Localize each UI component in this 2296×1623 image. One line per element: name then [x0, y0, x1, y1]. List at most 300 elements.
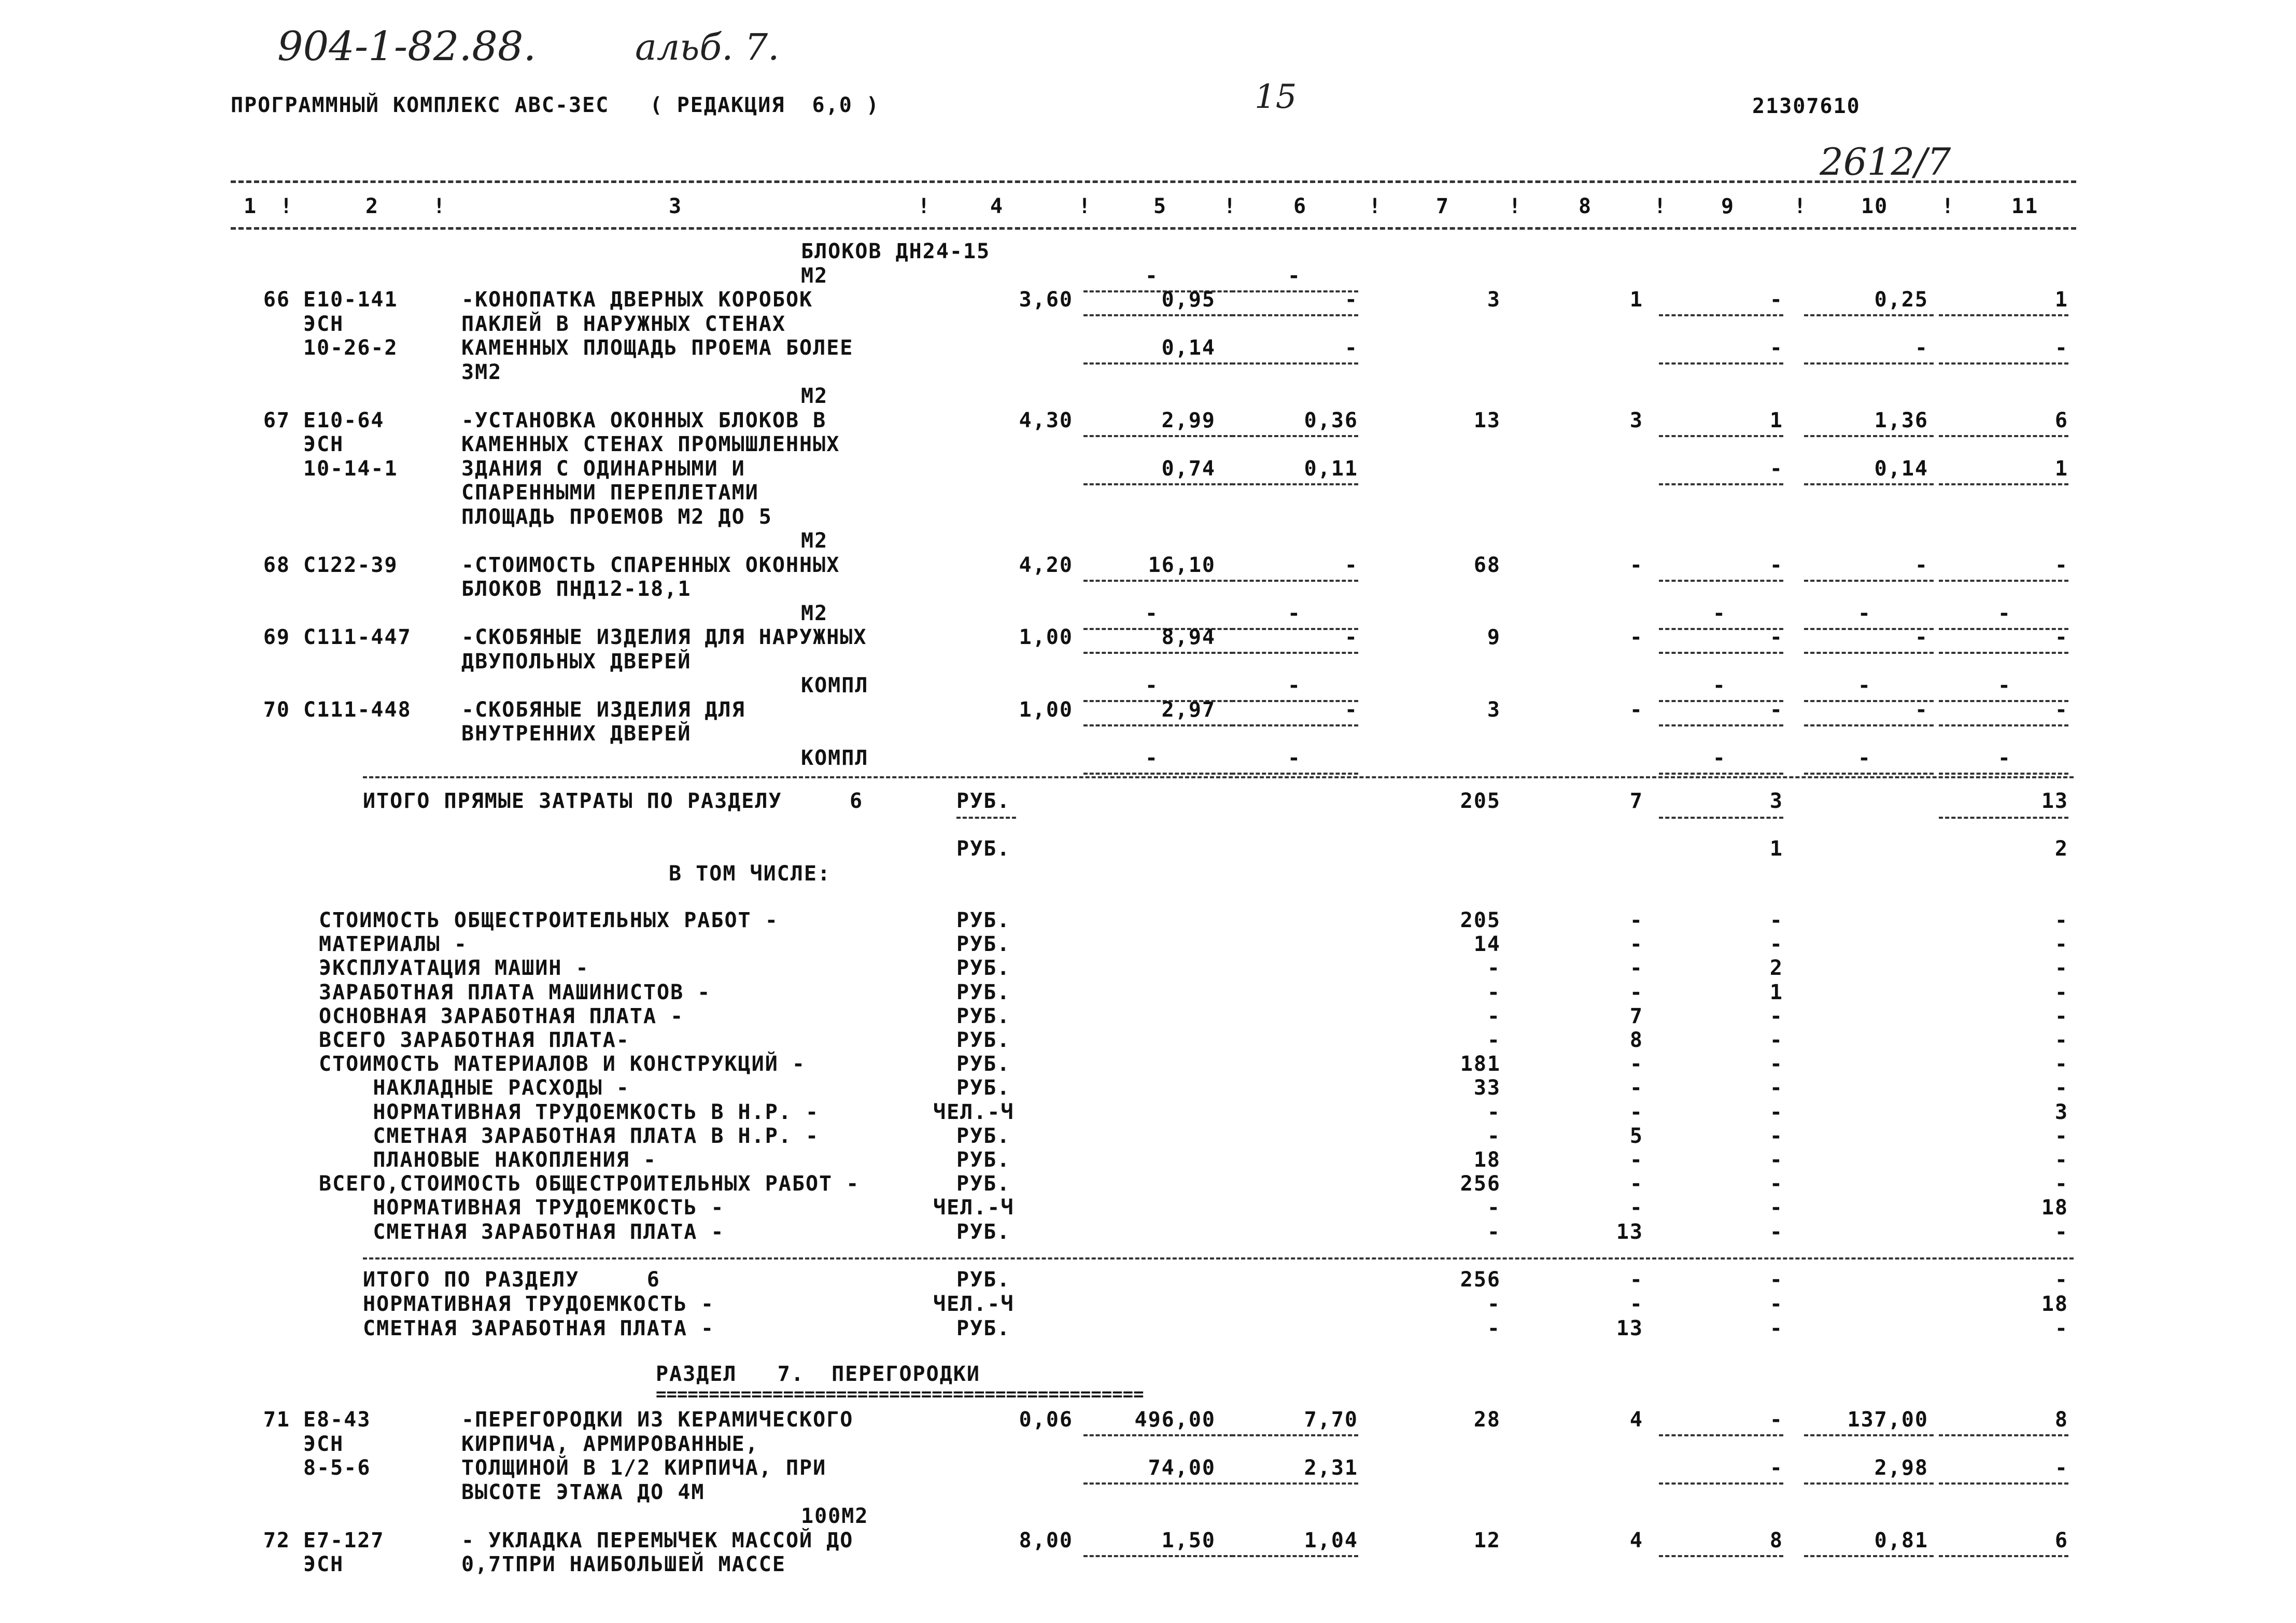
- cell-c9: -: [1769, 1004, 1783, 1028]
- cell-c9: -: [1769, 1220, 1783, 1244]
- item-description: БЛОКОВ ПНД12-18,1: [461, 577, 692, 601]
- cell-c9: -: [1769, 1292, 1783, 1316]
- value-rule: [1659, 362, 1783, 365]
- value-rule: [1231, 290, 1358, 292]
- value-rule: [1804, 724, 1934, 726]
- value-rule: [1804, 700, 1934, 702]
- value-rule: [1804, 1482, 1934, 1485]
- cell-c10: 2,98: [1874, 1456, 1928, 1480]
- column-header-1: 1: [244, 194, 258, 218]
- value-rule: [1804, 483, 1934, 485]
- item-description: ТОЛЩИНОЙ В 1/2 КИРПИЧА, ПРИ: [461, 1456, 827, 1480]
- cell-c10: 1,36: [1874, 408, 1928, 432]
- handwritten-doc-code: 904-1-82.88.: [277, 23, 537, 70]
- cell-c8: -: [1629, 1172, 1643, 1196]
- value-rule: [1083, 483, 1234, 485]
- item-description: ЗДАНИЯ С ОДИНАРНЫМИ И: [461, 456, 745, 481]
- cell-c8: -: [1629, 1076, 1643, 1100]
- column-header-11: 11: [2011, 194, 2039, 218]
- cell-c11: -: [2054, 956, 2068, 981]
- breakdown-label: ВСЕГО ЗАРАБОТНАЯ ПЛАТА-: [319, 1028, 630, 1052]
- cell-c8: -: [1629, 1100, 1643, 1124]
- handwritten-album: альб. 7.: [635, 26, 780, 68]
- unit-label: КОМПЛ: [801, 746, 869, 770]
- cell-c8: -: [1629, 1196, 1643, 1220]
- table-header-rule: [231, 227, 2076, 230]
- cell-c8: -: [1629, 1148, 1643, 1172]
- breakdown-label: СТОИМОСТЬ ОБЩЕСТРОИТЕЛЬНЫХ РАБОТ -: [319, 908, 779, 932]
- unit-label: М2: [801, 263, 828, 288]
- unit-label: РУБ.: [956, 1268, 1011, 1292]
- cell-c5: 0,14: [1161, 336, 1216, 360]
- value-rule: [1659, 435, 1783, 437]
- value-rule: [1804, 435, 1934, 437]
- cell-c8: 5: [1629, 1124, 1643, 1148]
- item-code: 10-14-1: [303, 456, 398, 481]
- cell-c7: 3: [1487, 288, 1501, 312]
- value-rule: [1659, 652, 1783, 654]
- section-title-rule: ==============================================: [656, 1384, 1144, 1405]
- cell-c5: 16,10: [1148, 553, 1216, 577]
- item-description: КАМЕННЫХ СТЕНАХ ПРОМЫШЛЕННЫХ: [461, 432, 840, 456]
- breakdown-label: НАКЛАДНЫЕ РАСХОДЫ -: [319, 1076, 630, 1100]
- cell-c8: -: [1629, 1052, 1643, 1076]
- breakdown-label: МАТЕРИАЛЫ -: [319, 932, 468, 957]
- cell-c9: -: [1769, 1124, 1783, 1148]
- column-header-5: 5: [1153, 194, 1167, 218]
- value-rule: [1804, 314, 1934, 316]
- breakdown-label: ПЛАНОВЫЕ НАКОПЛЕНИЯ -: [319, 1148, 657, 1172]
- item-description: КАМЕННЫХ ПЛОЩАДЬ ПРОЕМА БОЛЕЕ: [461, 336, 854, 360]
- value-rule: [1083, 652, 1234, 654]
- cell-c6: -: [1287, 674, 1301, 697]
- cell-c9: 1: [1769, 408, 1783, 432]
- item-description: -СТОИМОСТЬ СПАРЕННЫХ ОКОННЫХ: [461, 553, 840, 577]
- unit-label: РУБ.: [956, 1220, 1011, 1244]
- cell-c11: 8: [2054, 1408, 2068, 1432]
- cell-c8: 13: [1616, 1220, 1643, 1244]
- item-code: ЭСН: [303, 432, 344, 456]
- cell-c10: 0,25: [1874, 288, 1928, 312]
- cell-c11: -: [2054, 1317, 2068, 1340]
- cell-c5: 0,74: [1161, 456, 1216, 481]
- item-description: СПАРЕННЫМИ ПЕРЕПЛЕТАМИ: [461, 481, 759, 505]
- item-code: С111-447: [303, 625, 412, 649]
- cell-c11: -: [2054, 336, 2068, 360]
- cell-c7: -: [1487, 1196, 1501, 1220]
- value-rule: [1231, 724, 1358, 726]
- unit-label: М2: [801, 601, 828, 625]
- cell-c9: -: [1769, 288, 1783, 312]
- cell-c6: -: [1344, 288, 1358, 312]
- value-rule: [1659, 1434, 1783, 1436]
- cell-c8: -: [1629, 1292, 1643, 1316]
- cell-c8: 7: [1629, 789, 1643, 813]
- cell-c11: 18: [2041, 1196, 2068, 1220]
- breakdown-label: ОСНОВНАЯ ЗАРАБОТНАЯ ПЛАТА -: [319, 1004, 684, 1028]
- cell-c11: -: [2054, 1028, 2068, 1052]
- cell-c7: 14: [1473, 932, 1501, 957]
- item-code: Е8-43: [303, 1408, 371, 1432]
- cell-c7: 28: [1473, 1408, 1501, 1432]
- cell-c8: -: [1629, 553, 1643, 577]
- cell-c9: -: [1769, 1172, 1783, 1196]
- value-rule: [1659, 483, 1783, 485]
- section-total-label: НОРМАТИВНАЯ ТРУДОЕМКОСТЬ -: [363, 1292, 715, 1316]
- column-separator: !: [1654, 194, 1668, 218]
- cell-c9: -: [1769, 336, 1783, 360]
- breakdown-label: СТОИМОСТЬ МАТЕРИАЛОВ И КОНСТРУКЦИЙ -: [319, 1052, 806, 1076]
- cell-c9: -: [1712, 601, 1726, 625]
- value-rule: [1804, 652, 1934, 654]
- cell-c5: 8,94: [1161, 625, 1216, 649]
- cell-c11: -: [2054, 1268, 2068, 1292]
- handwritten-page-number: 15: [1255, 78, 1297, 116]
- section-total-label: ИТОГО ПО РАЗДЕЛУ 6: [363, 1268, 660, 1292]
- cell-c9: -: [1769, 1456, 1783, 1480]
- cell-c9: -: [1769, 1148, 1783, 1172]
- cell-c11: -: [1997, 746, 2011, 770]
- column-header-10: 10: [1861, 194, 1889, 218]
- cell-c4: 8,00: [1019, 1528, 1073, 1552]
- cell-c8: 1: [1629, 288, 1643, 312]
- item-code: Е7-127: [303, 1528, 385, 1552]
- value-rule: [1804, 1434, 1934, 1436]
- value-rule: [1804, 362, 1934, 365]
- cell-c11: -: [1997, 601, 2011, 625]
- cell-c11: -: [2054, 932, 2068, 957]
- cell-c6: 1,04: [1304, 1528, 1358, 1552]
- unit-label: РУБ.: [956, 932, 1011, 957]
- cell-c7: -: [1487, 1100, 1501, 1124]
- section-title: РАЗДЕЛ 7. ПЕРЕГОРОДКИ: [656, 1362, 980, 1386]
- item-description: ПЛОЩАДЬ ПРОЕМОВ М2 ДО 5: [461, 505, 772, 529]
- column-separator: !: [280, 194, 294, 218]
- unit-label: РУБ.: [956, 1124, 1011, 1148]
- column-header-9: 9: [1721, 194, 1735, 218]
- column-header-6: 6: [1293, 194, 1307, 218]
- row-number: 69: [263, 625, 290, 649]
- cell-c9: -: [1769, 625, 1783, 649]
- unit-label: БЛОКОВ ДН24-15: [801, 240, 991, 263]
- cell-c6: -: [1344, 625, 1358, 649]
- breakdown-label: ЗАРАБОТНАЯ ПЛАТА МАШИНИСТОВ -: [319, 980, 711, 1004]
- value-rule: [1231, 362, 1358, 365]
- cell-c9: -: [1769, 932, 1783, 957]
- row-number: 68: [263, 553, 290, 577]
- cell-c10: -: [1914, 697, 1928, 722]
- cell-c7: 13: [1473, 408, 1501, 432]
- value-rule: [1939, 700, 2068, 702]
- column-separator: !: [918, 194, 932, 218]
- column-separator: !: [1078, 194, 1092, 218]
- cell-c7: -: [1487, 1292, 1501, 1316]
- cell-c10: -: [1914, 625, 1928, 649]
- value-rule: [1231, 1434, 1358, 1436]
- cell-c10: -: [1857, 601, 1871, 625]
- value-rule: [956, 817, 1016, 819]
- cell-c4: 1,00: [1019, 625, 1073, 649]
- breakdown-label: НОРМАТИВНАЯ ТРУДОЕМКОСТЬ В Н.Р. -: [319, 1100, 820, 1124]
- cell-c6: 7,70: [1304, 1408, 1358, 1432]
- cell-c9: 1: [1769, 837, 1783, 861]
- breakdown-label: ЭКСПЛУАТАЦИЯ МАШИН -: [319, 956, 589, 981]
- cell-c11: -: [2054, 697, 2068, 722]
- item-code: С111-448: [303, 697, 412, 722]
- cell-c9: 1: [1769, 980, 1783, 1004]
- item-description: ДВУПОЛЬНЫХ ДВЕРЕЙ: [461, 649, 692, 674]
- cell-c9: -: [1769, 908, 1783, 932]
- cell-c7: -: [1487, 1004, 1501, 1028]
- value-rule: [1659, 724, 1783, 726]
- value-rule: [1939, 773, 2068, 775]
- cell-c8: -: [1629, 956, 1643, 981]
- cell-c11: 6: [2054, 1528, 2068, 1552]
- cell-c7: -: [1487, 980, 1501, 1004]
- item-description: -СКОБЯНЫЕ ИЗДЕЛИЯ ДЛЯ НАРУЖНЫХ: [461, 625, 867, 649]
- cell-c10: 137,00: [1847, 1408, 1928, 1432]
- row-number: 67: [263, 408, 290, 432]
- value-rule: [1939, 1482, 2068, 1485]
- breakdown-label: СМЕТНАЯ ЗАРАБОТНАЯ ПЛАТА -: [319, 1220, 725, 1244]
- row-number: 72: [263, 1528, 290, 1552]
- program-header: ПРОГРАММНЫЙ КОМПЛЕКС АВС-ЗЕС ( РЕДАКЦИЯ 6,0 ): [231, 93, 880, 117]
- handwritten-sheet-number: 2612/7: [1820, 140, 1951, 184]
- cell-c7: -: [1487, 1220, 1501, 1244]
- cell-c8: -: [1629, 1268, 1643, 1292]
- row-number: 66: [263, 288, 290, 312]
- value-rule: [1231, 652, 1358, 654]
- item-description: -ПЕРЕГОРОДКИ ИЗ КЕРАМИЧЕСКОГО: [461, 1408, 854, 1432]
- column-header-4: 4: [990, 194, 1004, 218]
- cell-c10: -: [1857, 674, 1871, 697]
- value-rule: [1231, 483, 1358, 485]
- cell-c7: -: [1487, 1124, 1501, 1148]
- item-code: Е10-64: [303, 408, 385, 432]
- item-code: ЭСН: [303, 312, 344, 336]
- document-code: 21307610: [1752, 94, 1861, 118]
- breakdown-label: СМЕТНАЯ ЗАРАБОТНАЯ ПЛАТА В Н.Р. -: [319, 1124, 820, 1148]
- unit-label: ЧЕЛ.-Ч: [933, 1292, 1015, 1316]
- cell-c10: 0,14: [1874, 456, 1928, 481]
- value-rule: [1939, 1434, 2068, 1436]
- item-description: КИРПИЧА, АРМИРОВАННЫЕ,: [461, 1432, 759, 1456]
- cell-c4: 3,60: [1019, 288, 1073, 312]
- unit-label: РУБ.: [956, 1148, 1011, 1172]
- value-rule: [1231, 580, 1358, 582]
- value-rule: [1939, 628, 2068, 630]
- item-code: С122-39: [303, 553, 398, 577]
- unit-label: РУБ.: [956, 908, 1011, 932]
- value-rule: [1083, 435, 1234, 437]
- value-rule: [1083, 724, 1234, 726]
- item-code: Е10-141: [303, 288, 398, 312]
- unit-label: РУБ.: [956, 980, 1011, 1004]
- cell-c8: 13: [1616, 1317, 1643, 1340]
- cell-c5: 0,95: [1161, 288, 1216, 312]
- unit-label: РУБ.: [956, 1052, 1011, 1076]
- cell-c6: -: [1344, 336, 1358, 360]
- cell-c10: -: [1857, 746, 1871, 770]
- value-rule: [1804, 773, 1934, 775]
- cell-c6: 0,11: [1304, 456, 1358, 481]
- table-top-rule: [231, 180, 2076, 183]
- cell-c11: -: [2054, 1148, 2068, 1172]
- value-rule: [1659, 1482, 1783, 1485]
- cell-c11: -: [1997, 674, 2011, 697]
- cell-c6: 2,31: [1304, 1456, 1358, 1480]
- cell-c7: 68: [1473, 553, 1501, 577]
- value-rule: [1939, 817, 2068, 819]
- cell-c4: 4,30: [1019, 408, 1073, 432]
- value-rule: [1659, 817, 1783, 819]
- item-description: ВНУТРЕННИХ ДВЕРЕЙ: [461, 722, 692, 746]
- value-rule: [1231, 700, 1358, 702]
- cell-c11: -: [2054, 1004, 2068, 1028]
- unit-label: ЧЕЛ.-Ч: [933, 1100, 1015, 1124]
- cell-c5: -: [1145, 263, 1159, 288]
- unit-label: РУБ.: [956, 956, 1011, 981]
- column-header-3: 3: [669, 194, 683, 218]
- cell-c6: 0,36: [1304, 408, 1358, 432]
- value-rule: [1659, 700, 1783, 702]
- item-description: - УКЛАДКА ПЕРЕМЫЧЕК МАССОЙ ДО: [461, 1528, 854, 1552]
- cell-c11: 1: [2054, 288, 2068, 312]
- cell-c11: -: [2054, 1076, 2068, 1100]
- cell-c8: 8: [1629, 1028, 1643, 1052]
- cell-c11: -: [2054, 980, 2068, 1004]
- value-rule: [1231, 628, 1358, 630]
- column-separator: !: [1509, 194, 1523, 218]
- cell-c5: -: [1145, 674, 1159, 697]
- cell-c9: -: [1712, 674, 1726, 697]
- cell-c9: -: [1769, 1268, 1783, 1292]
- section-rule: [363, 1257, 2074, 1260]
- value-rule: [1659, 773, 1783, 775]
- cell-c11: -: [2054, 1172, 2068, 1196]
- cell-c6: -: [1287, 746, 1301, 770]
- unit-label: РУБ.: [956, 837, 1011, 861]
- cell-c6: -: [1344, 697, 1358, 722]
- value-rule: [1939, 724, 2068, 726]
- cell-c7: 181: [1460, 1052, 1501, 1076]
- cell-c7: -: [1487, 1028, 1501, 1052]
- unit-label: КОМПЛ: [801, 674, 869, 697]
- value-rule: [1939, 314, 2068, 316]
- item-code: 8-5-6: [303, 1456, 371, 1480]
- cell-c6: -: [1287, 263, 1301, 288]
- cell-c5: 496,00: [1134, 1408, 1216, 1432]
- cell-c4: 1,00: [1019, 697, 1073, 722]
- cell-c5: 2,99: [1161, 408, 1216, 432]
- value-rule: [1804, 580, 1934, 582]
- value-rule: [1939, 362, 2068, 365]
- cell-c4: 0,06: [1019, 1408, 1073, 1432]
- unit-label: М2: [801, 384, 828, 408]
- cell-c5: -: [1145, 601, 1159, 625]
- value-rule: [1659, 1555, 1783, 1557]
- cell-c11: -: [2054, 1052, 2068, 1076]
- unit-label: РУБ.: [956, 789, 1011, 813]
- value-rule: [1659, 628, 1783, 630]
- value-rule: [1231, 1482, 1358, 1485]
- cell-c7: 256: [1460, 1172, 1501, 1196]
- cell-c9: -: [1769, 1100, 1783, 1124]
- cell-c9: -: [1769, 1408, 1783, 1432]
- value-rule: [1083, 580, 1234, 582]
- total-direct-label: ИТОГО ПРЯМЫЕ ЗАТРАТЫ ПО РАЗДЕЛУ 6: [363, 789, 864, 813]
- cell-c9: -: [1769, 1317, 1783, 1340]
- cell-c9: 2: [1769, 956, 1783, 981]
- column-header-2: 2: [365, 194, 379, 218]
- cell-c11: 18: [2041, 1292, 2068, 1316]
- value-rule: [1083, 1555, 1234, 1557]
- unit-label: РУБ.: [956, 1028, 1011, 1052]
- column-separator: !: [1223, 194, 1237, 218]
- value-rule: [1939, 1555, 2068, 1557]
- value-rule: [1939, 580, 2068, 582]
- value-rule: [1083, 1434, 1234, 1436]
- value-rule: [1231, 435, 1358, 437]
- cell-c10: -: [1914, 336, 1928, 360]
- cell-c7: 205: [1460, 908, 1501, 932]
- column-separator: !: [433, 194, 447, 218]
- cell-c7: -: [1487, 956, 1501, 981]
- item-code: ЭСН: [303, 1432, 344, 1456]
- cell-c11: 1: [2054, 456, 2068, 481]
- cell-c11: -: [2054, 625, 2068, 649]
- cell-c4: 4,20: [1019, 553, 1073, 577]
- breakdown-label: НОРМАТИВНАЯ ТРУДОЕМКОСТЬ -: [319, 1196, 725, 1220]
- value-rule: [1231, 1555, 1358, 1557]
- value-rule: [1659, 314, 1783, 316]
- cell-c5: 74,00: [1148, 1456, 1216, 1480]
- cell-c7: 12: [1473, 1528, 1501, 1552]
- value-rule: [1939, 652, 2068, 654]
- item-description: -УСТАНОВКА ОКОННЫХ БЛОКОВ В: [461, 408, 827, 432]
- cell-c11: 6: [2054, 408, 2068, 432]
- unit-label: РУБ.: [956, 1317, 1011, 1340]
- cell-c11: -: [2054, 1456, 2068, 1480]
- cell-c7: 9: [1487, 625, 1501, 649]
- value-rule: [1231, 773, 1358, 775]
- cell-c11: 13: [2041, 789, 2068, 813]
- cell-c8: -: [1629, 908, 1643, 932]
- unit-label: РУБ.: [956, 1076, 1011, 1100]
- column-header-7: 7: [1436, 194, 1450, 218]
- cell-c11: -: [2054, 553, 2068, 577]
- item-description: 3М2: [461, 360, 502, 384]
- cell-c5: 1,50: [1161, 1528, 1216, 1552]
- item-description: 0,7ТПРИ НАИБОЛЬШЕЙ МАССЕ: [461, 1552, 786, 1576]
- unit-label: М2: [801, 529, 828, 553]
- cell-c7: 3: [1487, 697, 1501, 722]
- cell-c11: 2: [2054, 837, 2068, 861]
- cell-c9: -: [1769, 1076, 1783, 1100]
- value-rule: [1083, 1482, 1234, 1485]
- including-label: В ТОМ ЧИСЛЕ:: [669, 862, 831, 886]
- cell-c6: -: [1287, 601, 1301, 625]
- cell-c7: 205: [1460, 789, 1501, 813]
- unit-label: РУБ.: [956, 1004, 1011, 1028]
- cell-c10: -: [1914, 553, 1928, 577]
- cell-c8: -: [1629, 625, 1643, 649]
- cell-c11: -: [2054, 908, 2068, 932]
- cell-c11: -: [2054, 1220, 2068, 1244]
- cell-c9: -: [1769, 1028, 1783, 1052]
- item-description: -СКОБЯНЫЕ ИЗДЕЛИЯ ДЛЯ: [461, 697, 745, 722]
- cell-c10: 0,81: [1874, 1528, 1928, 1552]
